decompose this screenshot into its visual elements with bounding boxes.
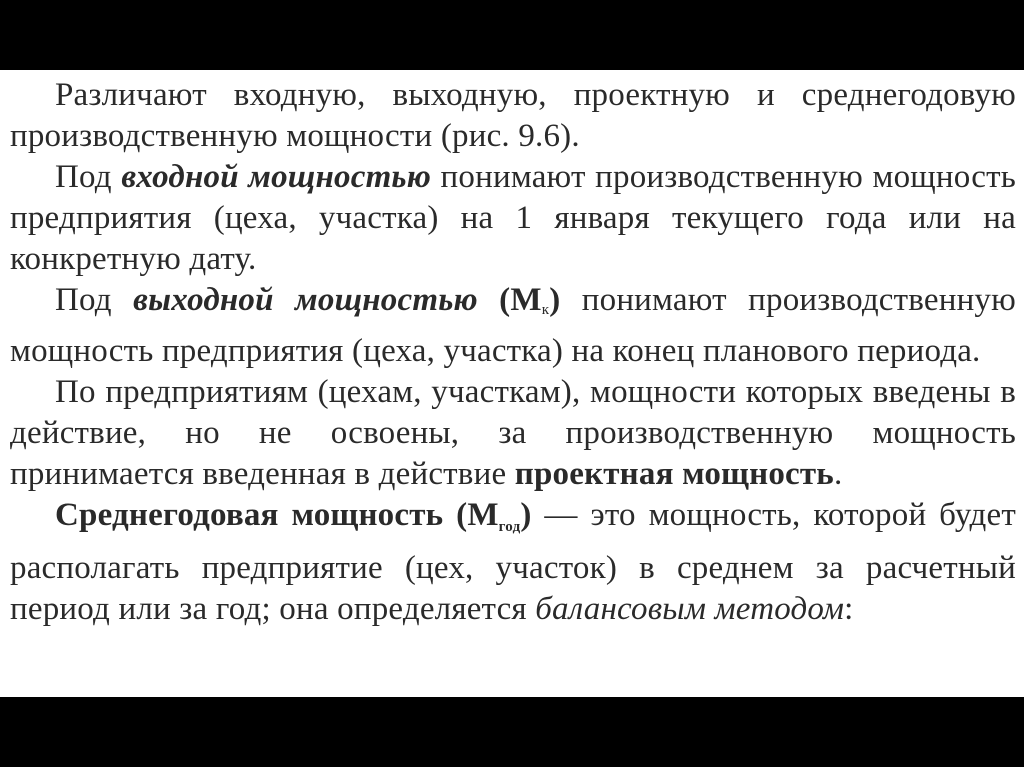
document-page	[0, 70, 1024, 697]
term-output-capacity: выходной мощностью	[133, 282, 478, 318]
paragraph-4	[10, 372, 1016, 495]
term-average-annual-capacity: Среднегодовая мощность	[55, 497, 444, 533]
paragraph-2	[10, 157, 1016, 280]
paragraph-4-pre: По предприятиям (цехам, участкам), мощности которых введены в действие, но не освоены, за производственную мощность принимается введенная в действие	[10, 374, 1016, 492]
symbol-mk-open: (М	[477, 282, 542, 318]
paragraph-3-pre: Под	[55, 282, 134, 318]
symbol-mk-close: )	[549, 282, 561, 318]
paragraph-3	[10, 280, 1016, 372]
symbol-mk-subscript: к	[541, 302, 550, 318]
symbol-mgod-close: )	[520, 497, 532, 533]
term-balance-method: балансовым методом	[535, 591, 845, 627]
top-letterbox-bar	[0, 0, 1024, 70]
bottom-letterbox-bar	[0, 697, 1024, 767]
paragraph-5	[10, 495, 1016, 630]
paragraph-4-post: .	[833, 456, 843, 492]
symbol-mgod-subscript: год	[498, 519, 521, 535]
paragraph-2-post: понимают производственную мощность предприятия (цеха, участка) на 1 января текущего года или на конкретную дату.	[10, 159, 1016, 277]
document-text	[10, 75, 1016, 630]
paragraph-1-text: Различают входную, выходную, проектную и среднегодовую производственную мощности (рис. 9.6).	[10, 77, 1016, 154]
paragraph-1	[10, 75, 1016, 157]
term-input-capacity: входной мощностью	[121, 159, 432, 195]
symbol-mgod-open: (М	[443, 497, 499, 533]
paragraph-5-post: :	[844, 591, 854, 627]
term-design-capacity: проектная мощность	[514, 456, 834, 492]
paragraph-5-mid: — это мощность, которой будет располагать предприятие (цех, участок) в среднем за расчетный период или за год; она определяется	[10, 497, 1016, 627]
paragraph-3-post: понимают производственную мощность предприятия (цеха, участка) на конец планового периода.	[10, 282, 1016, 369]
paragraph-2-pre: Под	[55, 159, 122, 195]
